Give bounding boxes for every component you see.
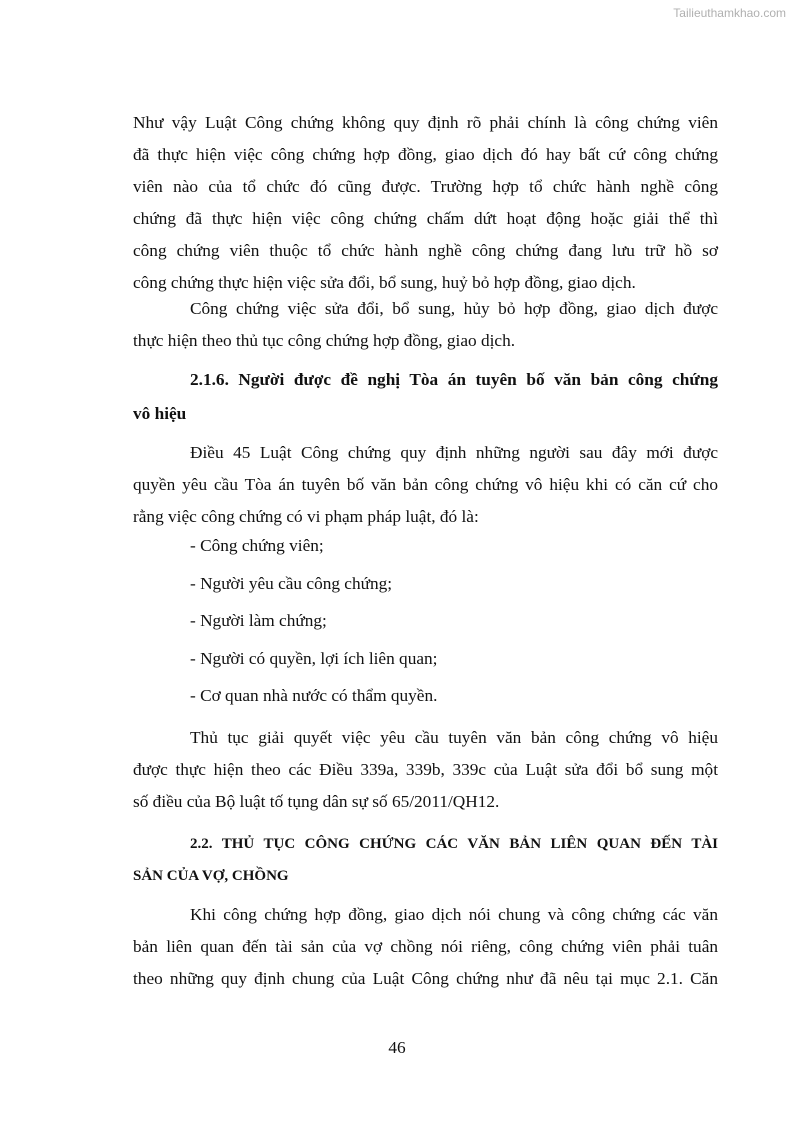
- text-line: Thủ tục giải quyết việc yêu cầu tuyên văn bản công chứng vô hiệu: [190, 728, 718, 747]
- text-line: bản liên quan đến tài sản của vợ chồng nói riêng, công chứng viên phải tuân: [133, 937, 718, 956]
- text-line: công chứng viên thuộc tổ chức hành nghề công chứng đang lưu trữ hồ sơ: [133, 241, 718, 260]
- list-item: - Cơ quan nhà nước có thẩm quyền.: [190, 686, 438, 705]
- text-line: quyền yêu cầu Tòa án tuyên bố văn bản công chứng vô hiệu khi có căn cứ cho: [133, 475, 718, 494]
- heading-2-1-6: [133, 363, 718, 431]
- text-line: viên nào của tổ chức đó cũng được. Trường hợp tổ chức hành nghề công: [133, 177, 718, 196]
- heading-2-2: [133, 828, 718, 892]
- paragraph-1: [133, 107, 718, 299]
- list-item: - Người làm chứng;: [190, 611, 327, 630]
- list-item: - Người yêu cầu công chứng;: [190, 573, 393, 593]
- paragraph-5: [133, 899, 718, 995]
- text-line: thực hiện theo thủ tục công chứng hợp đồng, giao dịch.: [133, 331, 516, 350]
- text-line: được thực hiện theo các Điều 339a, 339b, 339c của Luật sửa đổi bổ sung một: [133, 760, 718, 779]
- text-line: chứng đã thực hiện việc công chứng chấm dứt hoạt động hoặc giải thể thì: [133, 209, 718, 228]
- text-line: Điều 45 Luật Công chứng quy định những người sau đây mới được: [190, 443, 718, 462]
- text-line: đã thực hiện việc công chứng hợp đồng, giao dịch đó hay bất cứ công chứng: [133, 145, 718, 164]
- text-line: Khi công chứng hợp đồng, giao dịch nói chung và công chứng các văn: [190, 905, 718, 924]
- paragraph-2: [133, 293, 718, 357]
- text-line: Công chứng việc sửa đổi, bổ sung, hủy bỏ hợp đồng, giao dịch được: [190, 299, 718, 318]
- text-line: rằng việc công chứng có vi phạm pháp luật, đó là:: [133, 507, 479, 526]
- text-line: số điều của Bộ luật tố tụng dân sự số 65/2011/QH12.: [133, 792, 500, 811]
- heading-line: 2.2. THỦ TỤC CÔNG CHỨNG CÁC VĂN BẢN LIÊN QUAN ĐẾN TÀI: [190, 836, 718, 852]
- heading-line: SẢN CỦA VỢ, CHỒNG: [133, 868, 289, 884]
- list-item: - Công chứng viên;: [190, 536, 324, 555]
- text-line: công chứng thực hiện việc sửa đổi, bổ sung, huỷ bỏ hợp đồng, giao dịch.: [133, 273, 636, 292]
- list-item: - Người có quyền, lợi ích liên quan;: [190, 648, 438, 668]
- watermark: Tailieuthamkhao.com: [673, 6, 786, 20]
- paragraph-4: [133, 722, 718, 818]
- text-line: Như vậy Luật Công chứng không quy định rõ phải chính là công chứng viên: [133, 113, 718, 132]
- paragraph-3: [133, 437, 718, 533]
- list: [133, 527, 718, 715]
- text-line: theo những quy định chung của Luật Công chứng như đã nêu tại mục 2.1. Căn: [133, 969, 718, 988]
- heading-line: 2.1.6. Người được đề nghị Tòa án tuyên bố văn bản công chứng: [190, 370, 718, 389]
- page-number: 46: [388, 1038, 406, 1057]
- heading-line: vô hiệu: [133, 404, 187, 423]
